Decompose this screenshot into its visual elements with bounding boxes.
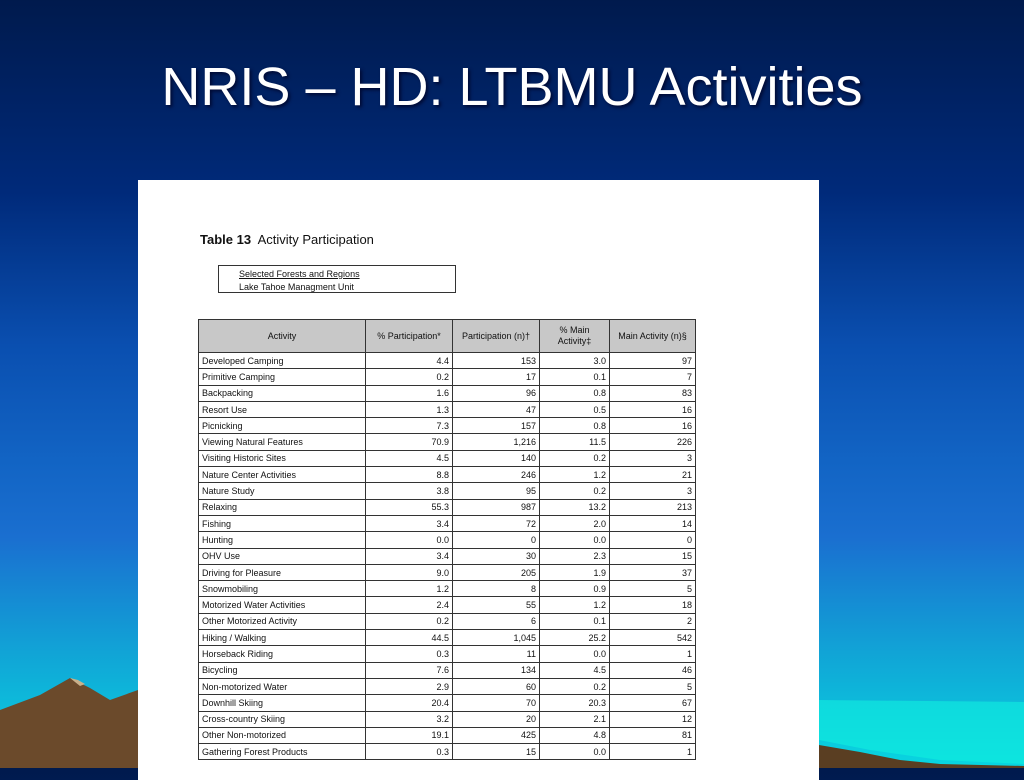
activity-name-cell: Visiting Historic Sites <box>199 450 366 466</box>
value-cell: 2.9 <box>366 678 453 694</box>
value-cell: 1 <box>610 646 696 662</box>
table-row <box>199 385 696 401</box>
value-cell: 55 <box>453 597 540 613</box>
table-row <box>199 662 696 678</box>
value-cell: 140 <box>453 450 540 466</box>
table-row <box>199 564 696 580</box>
value-cell: 97 <box>610 353 696 369</box>
value-cell: 21 <box>610 467 696 483</box>
activity-participation-table <box>198 319 696 760</box>
value-cell: 4.8 <box>540 727 610 743</box>
table-row <box>199 401 696 417</box>
table-row <box>199 467 696 483</box>
value-cell: 226 <box>610 434 696 450</box>
value-cell: 96 <box>453 385 540 401</box>
value-cell: 7.6 <box>366 662 453 678</box>
value-cell: 1.3 <box>366 401 453 417</box>
value-cell: 20.3 <box>540 695 610 711</box>
value-cell: 44.5 <box>366 630 453 646</box>
value-cell: 0.0 <box>540 744 610 760</box>
value-cell: 153 <box>453 353 540 369</box>
table-body <box>199 353 696 760</box>
value-cell: 0.2 <box>540 678 610 694</box>
value-cell: 4.5 <box>540 662 610 678</box>
table-title <box>200 232 374 247</box>
column-header-activity: Activity <box>199 320 366 353</box>
document-scan <box>138 180 819 780</box>
value-cell: 37 <box>610 564 696 580</box>
value-cell: 11.5 <box>540 434 610 450</box>
activity-name-cell: Cross-country Skiing <box>199 711 366 727</box>
activity-name-cell: Primitive Camping <box>199 369 366 385</box>
value-cell: 14 <box>610 515 696 531</box>
activity-name-cell: Downhill Skiing <box>199 695 366 711</box>
table-row <box>199 695 696 711</box>
region-header: Selected Forests and Regions <box>239 269 360 279</box>
value-cell: 15 <box>610 548 696 564</box>
activity-name-cell: OHV Use <box>199 548 366 564</box>
region-value: Lake Tahoe Managment Unit <box>239 282 354 292</box>
value-cell: 13.2 <box>540 499 610 515</box>
table-row <box>199 646 696 662</box>
value-cell: 30 <box>453 548 540 564</box>
value-cell: 1 <box>610 744 696 760</box>
value-cell: 2.4 <box>366 597 453 613</box>
value-cell: 0.5 <box>540 401 610 417</box>
value-cell: 205 <box>453 564 540 580</box>
table-row <box>199 532 696 548</box>
activity-name-cell: Horseback Riding <box>199 646 366 662</box>
table-row <box>199 597 696 613</box>
value-cell: 5 <box>610 581 696 597</box>
value-cell: 0.2 <box>540 483 610 499</box>
value-cell: 17 <box>453 369 540 385</box>
activity-name-cell: Nature Center Activities <box>199 467 366 483</box>
activity-name-cell: Nature Study <box>199 483 366 499</box>
table-row <box>199 369 696 385</box>
value-cell: 16 <box>610 401 696 417</box>
value-cell: 95 <box>453 483 540 499</box>
value-cell: 987 <box>453 499 540 515</box>
value-cell: 0 <box>453 532 540 548</box>
value-cell: 2.3 <box>540 548 610 564</box>
value-cell: 0 <box>610 532 696 548</box>
value-cell: 3 <box>610 483 696 499</box>
value-cell: 20 <box>453 711 540 727</box>
activity-name-cell: Snowmobiling <box>199 581 366 597</box>
value-cell: 7.3 <box>366 418 453 434</box>
table-row <box>199 744 696 760</box>
table-row <box>199 613 696 629</box>
column-header-main-activity-n: Main Activity (n)§ <box>610 320 696 353</box>
value-cell: 3 <box>610 450 696 466</box>
value-cell: 70.9 <box>366 434 453 450</box>
value-cell: 134 <box>453 662 540 678</box>
value-cell: 2.0 <box>540 515 610 531</box>
value-cell: 213 <box>610 499 696 515</box>
table-row <box>199 678 696 694</box>
column-header-percent-main-activity: % Main Activity‡ <box>540 320 610 353</box>
value-cell: 0.9 <box>540 581 610 597</box>
value-cell: 3.2 <box>366 711 453 727</box>
value-cell: 157 <box>453 418 540 434</box>
activity-name-cell: Resort Use <box>199 401 366 417</box>
value-cell: 19.1 <box>366 727 453 743</box>
column-header-percent-participation: % Participation* <box>366 320 453 353</box>
table-row <box>199 515 696 531</box>
value-cell: 0.2 <box>540 450 610 466</box>
table-caption: Activity Participation <box>257 232 374 247</box>
value-cell: 18 <box>610 597 696 613</box>
activity-name-cell: Non-motorized Water <box>199 678 366 694</box>
value-cell: 0.3 <box>366 646 453 662</box>
activity-name-cell: Other Motorized Activity <box>199 613 366 629</box>
activity-name-cell: Hiking / Walking <box>199 630 366 646</box>
table-row <box>199 499 696 515</box>
value-cell: 1.2 <box>366 581 453 597</box>
value-cell: 70 <box>453 695 540 711</box>
value-cell: 46 <box>610 662 696 678</box>
region-filter-box <box>218 265 456 293</box>
value-cell: 0.2 <box>366 369 453 385</box>
value-cell: 0.0 <box>540 646 610 662</box>
activity-name-cell: Bicycling <box>199 662 366 678</box>
activity-name-cell: Motorized Water Activities <box>199 597 366 613</box>
value-cell: 246 <box>453 467 540 483</box>
value-cell: 1,216 <box>453 434 540 450</box>
value-cell: 1.2 <box>540 597 610 613</box>
value-cell: 67 <box>610 695 696 711</box>
value-cell: 81 <box>610 727 696 743</box>
slide-title: NRIS – HD: LTBMU Activities <box>161 57 863 117</box>
table-row <box>199 581 696 597</box>
value-cell: 8.8 <box>366 467 453 483</box>
table-row <box>199 450 696 466</box>
activity-name-cell: Gathering Forest Products <box>199 744 366 760</box>
value-cell: 11 <box>453 646 540 662</box>
value-cell: 1.9 <box>540 564 610 580</box>
value-cell: 0.0 <box>366 532 453 548</box>
value-cell: 3.4 <box>366 548 453 564</box>
table-row <box>199 630 696 646</box>
value-cell: 0.1 <box>540 613 610 629</box>
value-cell: 15 <box>453 744 540 760</box>
value-cell: 20.4 <box>366 695 453 711</box>
value-cell: 2 <box>610 613 696 629</box>
value-cell: 425 <box>453 727 540 743</box>
table-row <box>199 727 696 743</box>
value-cell: 5 <box>610 678 696 694</box>
column-header-participation-n: Participation (n)† <box>453 320 540 353</box>
value-cell: 0.2 <box>366 613 453 629</box>
value-cell: 60 <box>453 678 540 694</box>
value-cell: 6 <box>453 613 540 629</box>
value-cell: 12 <box>610 711 696 727</box>
table-row <box>199 483 696 499</box>
value-cell: 83 <box>610 385 696 401</box>
value-cell: 0.8 <box>540 385 610 401</box>
value-cell: 7 <box>610 369 696 385</box>
activity-name-cell: Backpacking <box>199 385 366 401</box>
activity-name-cell: Viewing Natural Features <box>199 434 366 450</box>
value-cell: 1,045 <box>453 630 540 646</box>
activity-name-cell: Fishing <box>199 515 366 531</box>
table-row <box>199 548 696 564</box>
activity-name-cell: Picnicking <box>199 418 366 434</box>
table-row <box>199 434 696 450</box>
value-cell: 2.1 <box>540 711 610 727</box>
value-cell: 9.0 <box>366 564 453 580</box>
value-cell: 25.2 <box>540 630 610 646</box>
value-cell: 0.1 <box>540 369 610 385</box>
table-row <box>199 418 696 434</box>
table-row <box>199 711 696 727</box>
activity-name-cell: Driving for Pleasure <box>199 564 366 580</box>
value-cell: 72 <box>453 515 540 531</box>
table-label: Table 13 <box>200 232 252 247</box>
value-cell: 1.6 <box>366 385 453 401</box>
activity-name-cell: Other Non-motorized <box>199 727 366 743</box>
value-cell: 8 <box>453 581 540 597</box>
value-cell: 3.8 <box>366 483 453 499</box>
value-cell: 0.0 <box>540 532 610 548</box>
value-cell: 1.2 <box>540 467 610 483</box>
value-cell: 47 <box>453 401 540 417</box>
value-cell: 3.0 <box>540 353 610 369</box>
value-cell: 0.3 <box>366 744 453 760</box>
table-header-row <box>199 320 696 353</box>
value-cell: 0.8 <box>540 418 610 434</box>
activity-name-cell: Hunting <box>199 532 366 548</box>
value-cell: 3.4 <box>366 515 453 531</box>
table-row <box>199 353 696 369</box>
value-cell: 16 <box>610 418 696 434</box>
value-cell: 55.3 <box>366 499 453 515</box>
value-cell: 4.4 <box>366 353 453 369</box>
activity-name-cell: Relaxing <box>199 499 366 515</box>
value-cell: 542 <box>610 630 696 646</box>
activity-name-cell: Developed Camping <box>199 353 366 369</box>
value-cell: 4.5 <box>366 450 453 466</box>
